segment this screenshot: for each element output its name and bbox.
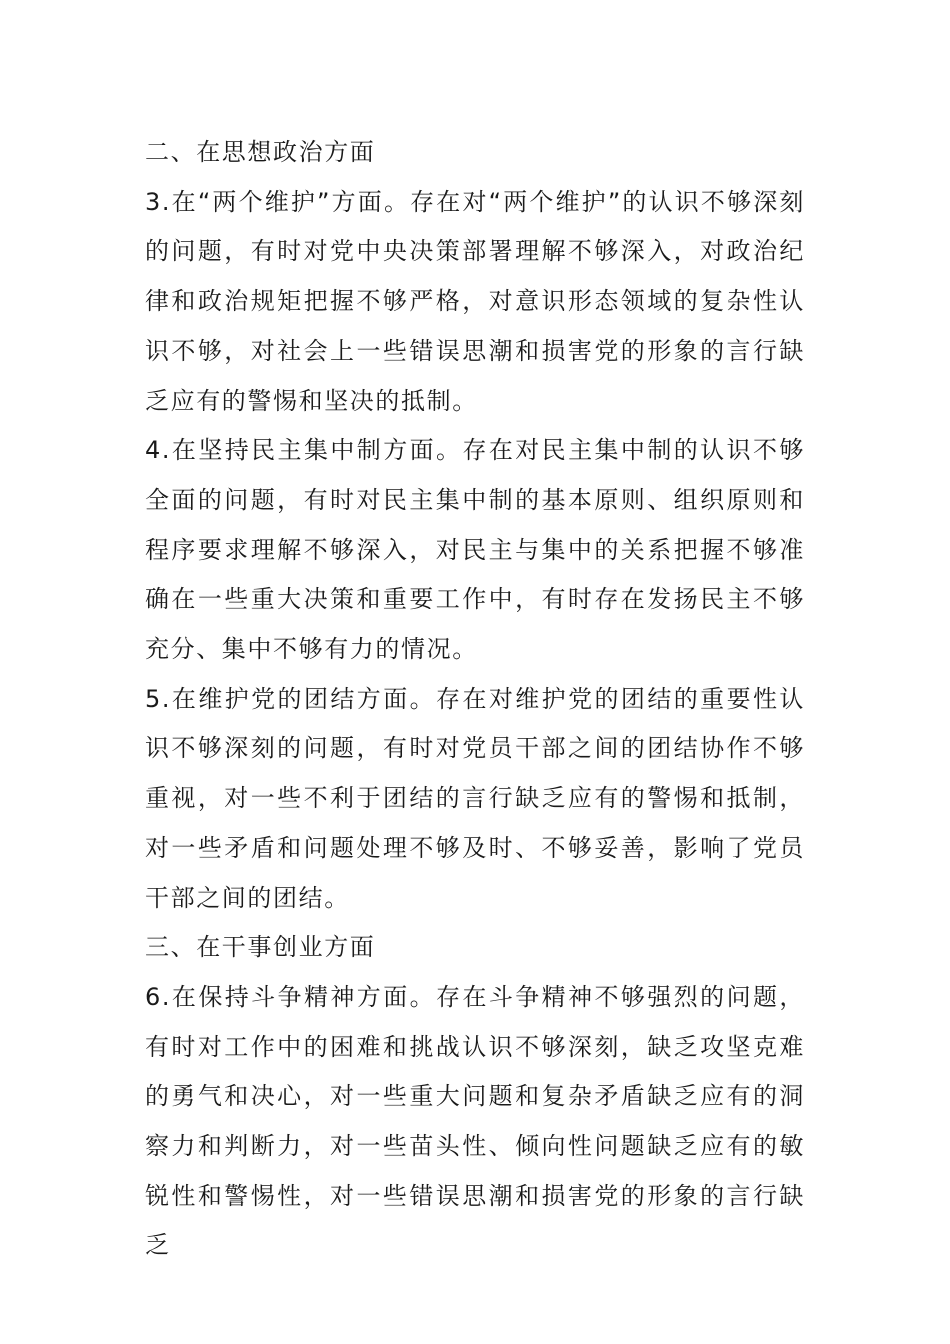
paragraph-item-6: 6.在保持斗争精神方面。存在斗争精神不够强烈的问题，有时对工作中的困难和挑战认识不够深刻，缺乏攻坚克难的勇气和决心，对一些重大问题和复杂矛盾缺乏应有的洞察力和判断力，对一些苗头性、倾向性问题缺乏应有的敏锐性和警惕性，对一些错误思潮和损害党的形象的言行缺乏: [145, 982, 805, 1260]
paragraph-item-4: 4.在坚持民主集中制方面。存在对民主集中制的认识不够全面的问题，有时对民主集中制的基本原则、组织原则和程序要求理解不够深入，对民主与集中的关系把握不够准确在一些重大决策和重要工作中，有时存在发扬民主不够充分、集中不够有力的情况。: [145, 436, 805, 664]
paragraph-item-5: 5.在维护党的团结方面。存在对维护党的团结的重要性认识不够深刻的问题，有时对党员干部之间的团结协作不够重视，对一些不利于团结的言行缺乏应有的警惕和抵制，对一些矛盾和问题处理不够及时、不够妥善，影响了党员干部之间的团结。: [145, 684, 805, 912]
document-body: [145, 128, 805, 1271]
paragraph-item-3: 3.在“两个维护”方面。存在对“两个维护”的认识不够深刻的问题，有时对党中央决策部署理解不够深入，对政治纪律和政治规矩把握不够严格，对意识形态领域的复杂性认识不够，对社会上一些错误思潮和损害党的形象的言行缺乏应有的警惕和坚决的抵制。: [145, 187, 805, 415]
section-heading-ideology: 二、在思想政治方面: [145, 138, 376, 166]
section-heading-work: 三、在干事创业方面: [145, 933, 376, 962]
